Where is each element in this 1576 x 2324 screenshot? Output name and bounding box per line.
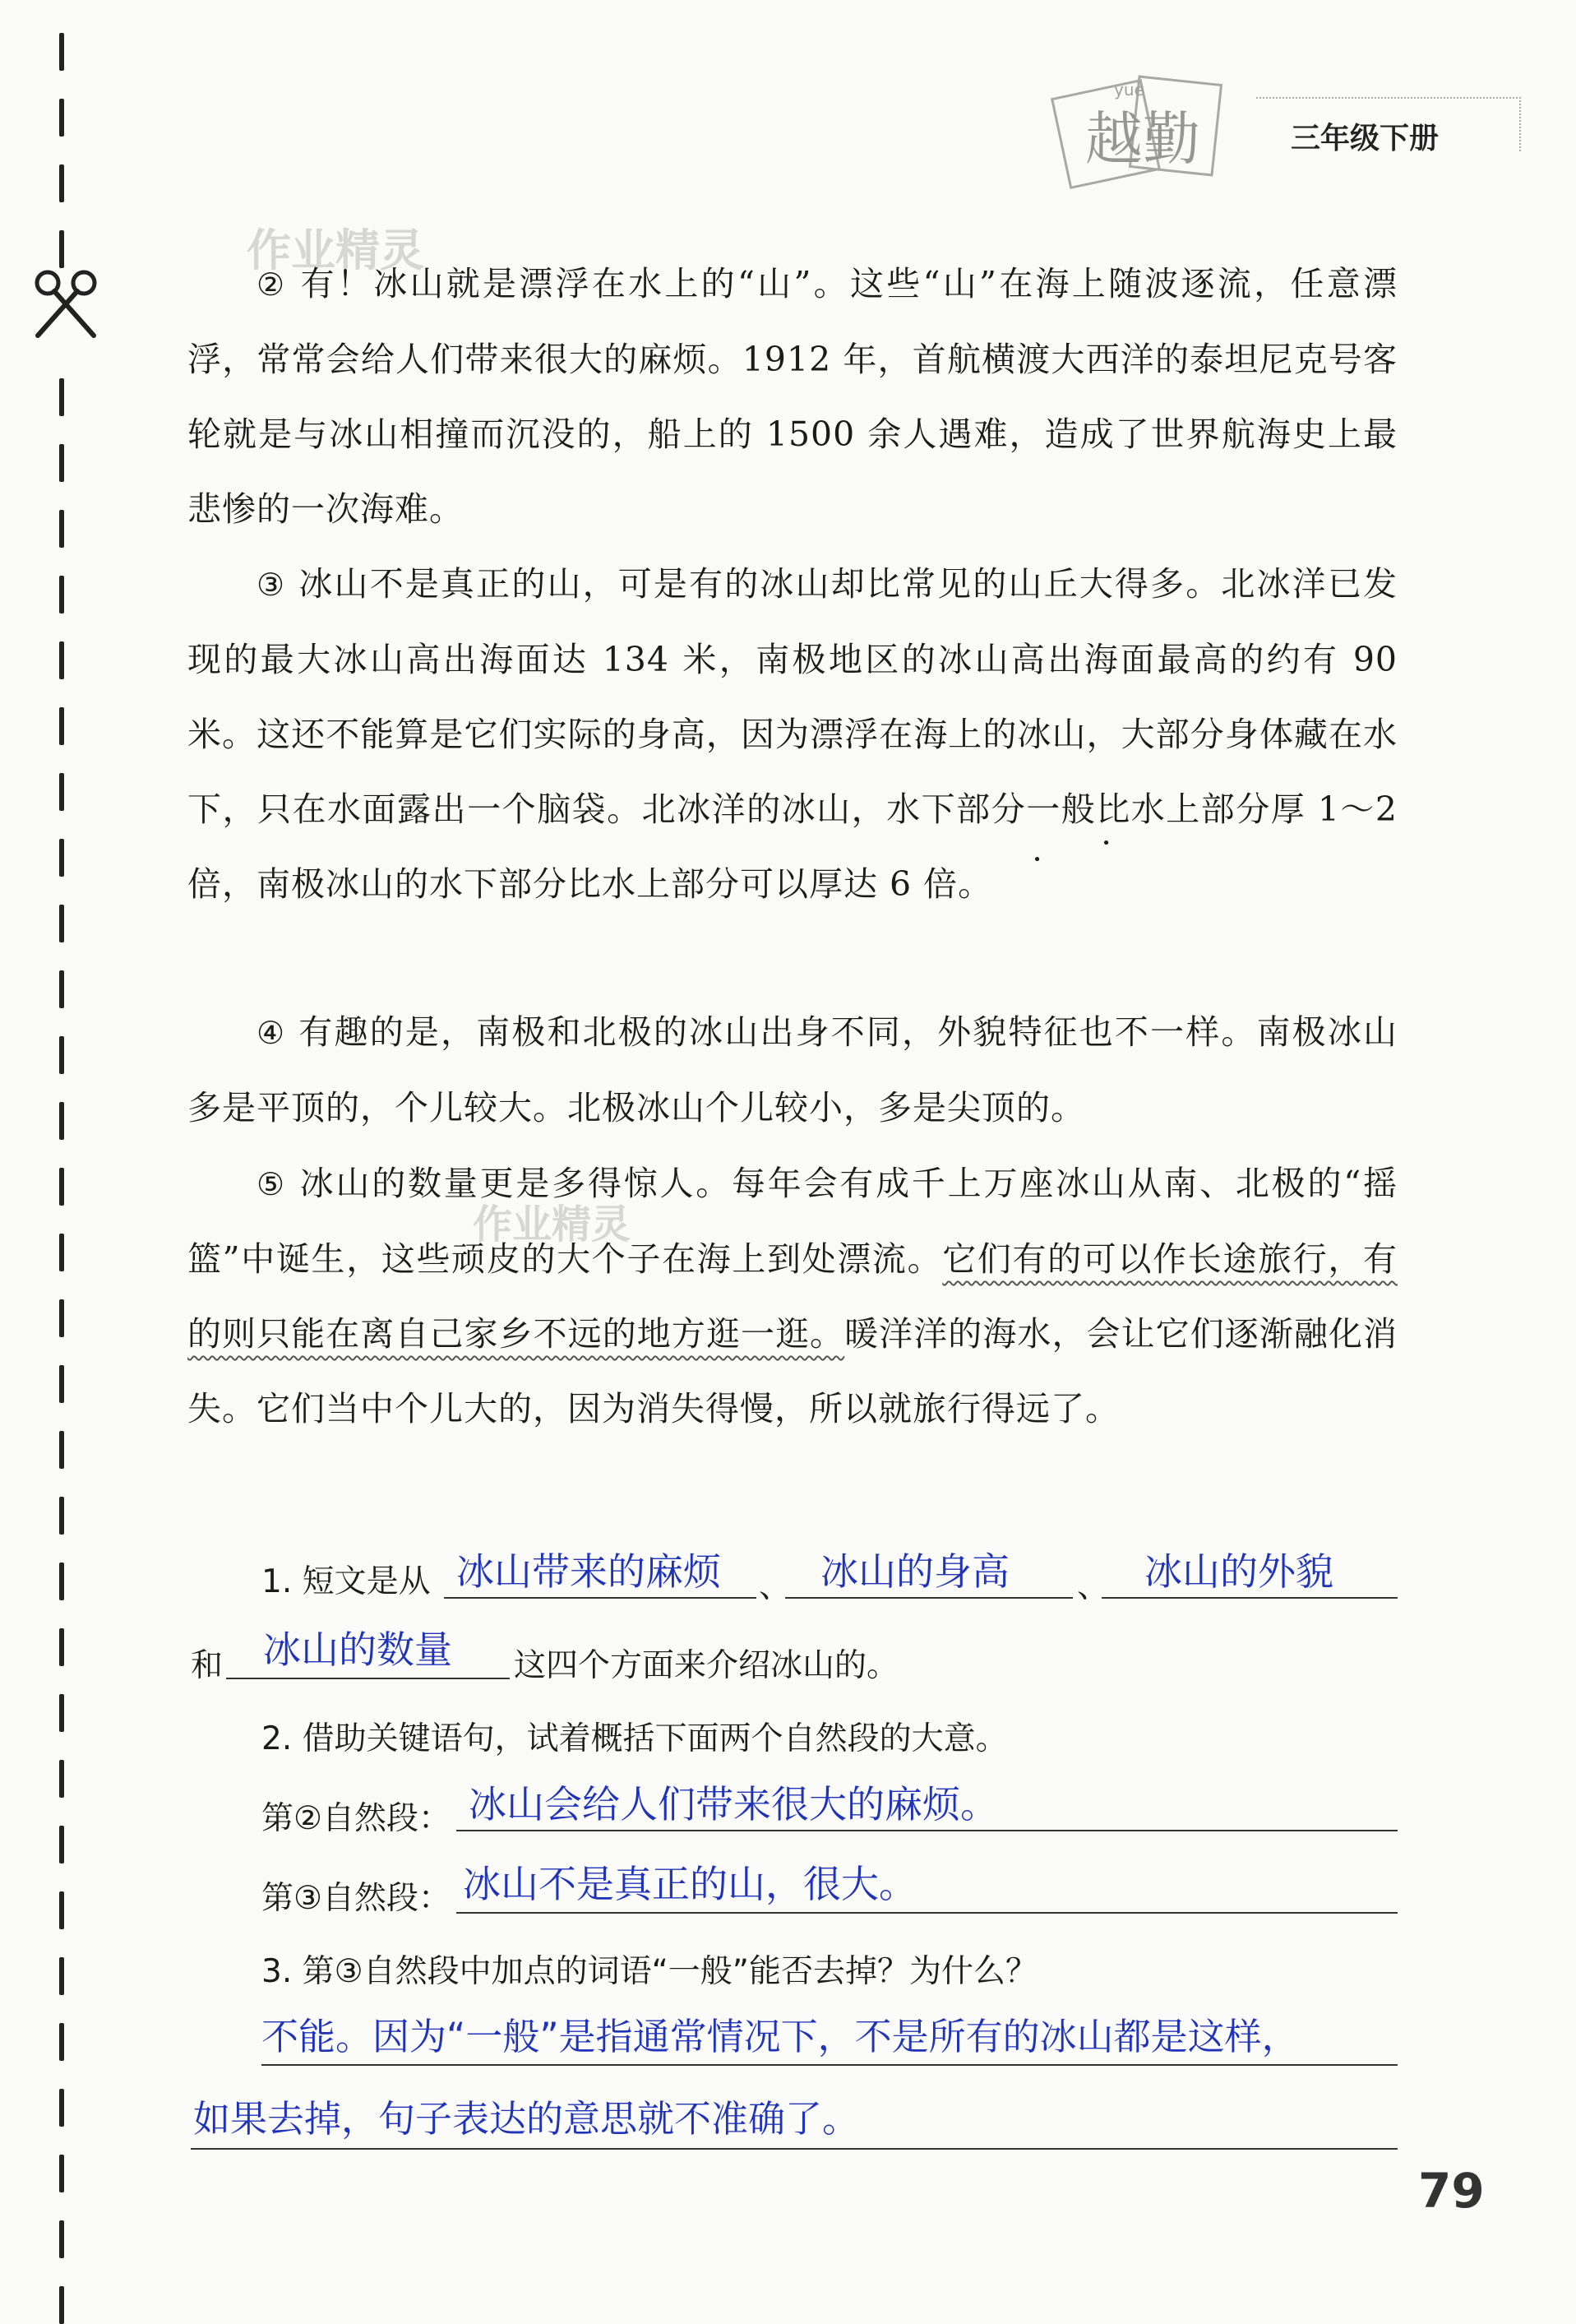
answer-blank[interactable] xyxy=(456,1912,1398,1914)
paragraph-5 xyxy=(187,1146,1398,1447)
dotted-word: 一般 • • xyxy=(1026,789,1096,829)
answer-blank[interactable] xyxy=(785,1597,1073,1599)
question-1-suffix: 这四个方面来介绍冰山的。 xyxy=(514,1647,899,1684)
wavy-underlined-sentence: 它们有的可以作长途旅行，有的则只能在离自己家乡不远的地方逛一逛。 xyxy=(187,1239,1398,1354)
paragraph-2 xyxy=(187,247,1398,547)
answer-1a: 冰山带来的麻烦 xyxy=(456,1549,721,1594)
brand-logo xyxy=(1028,56,1266,204)
answer-blank[interactable] xyxy=(1102,1597,1398,1599)
answer-2a: 冰山会给人们带来很大的麻烦。 xyxy=(469,1782,998,1826)
question-1-prefix: 1. 短文是从 xyxy=(261,1563,431,1600)
paragraph-text: 冰山的数量更是多得惊人。每年会有成千上万座冰山从南、北极的“摇篮”中诞生，这些顽皮的大个子在海上到处漂流。 xyxy=(187,1164,1398,1279)
svg-text:yuè: yuè xyxy=(1114,80,1144,100)
paragraph-text: 冰山不是真正的山，可是有的冰山却比常见的山丘大得多。北冰洋已发现的最大冰山高出海面达 134 米，南极地区的冰山高出海面最高的约有 90 米。这还不能算是它们实际的身高，因为漂浮在海上的冰山，大部分身体藏在水下，只在水面露出一个脑袋。北冰洋的冰山，水下部分 xyxy=(187,564,1398,829)
cut-line xyxy=(59,33,67,2319)
separator: 、 xyxy=(759,1568,792,1605)
question-2: 2. 借助关键语句，试着概括下面两个自然段的大意。 xyxy=(261,1720,1008,1757)
answer-2b: 冰山不是真正的山，很大。 xyxy=(463,1862,917,1906)
answer-blank[interactable] xyxy=(456,1830,1398,1831)
and-label: 和 xyxy=(191,1647,224,1684)
watermark: 作业精灵 xyxy=(473,1201,631,1248)
watermark: 作业精灵 xyxy=(247,225,424,276)
answer-1d: 冰山的数量 xyxy=(263,1627,452,1672)
answer-3-line-1: 不能。因为“一般”是指通常情况下，不是所有的冰山都是这样， xyxy=(261,2015,1299,2058)
answer-line[interactable] xyxy=(261,2064,1398,2066)
page-number: 79 xyxy=(1418,2163,1485,2219)
answer-3-line-2: 如果去掉，句子表达的意思就不准确了。 xyxy=(193,2097,860,2141)
grade-label: 三年级下册 xyxy=(1291,122,1440,155)
separator: 、 xyxy=(1077,1568,1110,1605)
svg-text:越勤: 越勤 xyxy=(1085,105,1200,173)
paragraph-4 xyxy=(187,995,1398,1146)
paragraph-text: 比水上部分厚 1～2 倍，南极冰山的水下部分比水上部分可以厚达 6 倍。 xyxy=(187,789,1398,904)
paragraph-text: 有趣的是，南极和北极的冰山出身不同，外貌特征也不一样。南极冰山多是平顶的，个儿较大。北极冰山个儿较小，多是尖顶的。 xyxy=(187,1012,1398,1127)
label-paragraph-3: 第③自然段： xyxy=(261,1880,451,1917)
paragraph-number: ② xyxy=(257,266,288,303)
answer-blank[interactable] xyxy=(444,1597,756,1599)
paragraph-text: 暖洋洋的海水，会让它们逐渐融化消失。它们当中个儿大的，因为消失得慢，所以就旅行得远了。 xyxy=(187,1314,1398,1428)
answer-1c: 冰山的外貌 xyxy=(1144,1549,1333,1594)
paragraph-text: 有！冰山就是漂浮在水上的“山”。这些“山”在海上随波逐流，任意漂浮，常常会给人们带来很大的麻烦。1912 年，首航横渡大西洋的泰坦尼克号客轮就是与冰山相撞而沉没的，船上的 1500 余人遇难，造成了世界航海史上最悲惨的一次海难。 xyxy=(187,264,1398,529)
paragraph-3 xyxy=(187,547,1398,922)
answer-1b: 冰山的身高 xyxy=(820,1549,1010,1594)
answer-blank[interactable] xyxy=(226,1678,510,1679)
question-3: 3. 第③自然段中加点的词语“一般”能否去掉？为什么？ xyxy=(261,1953,1038,1990)
label-paragraph-2: 第②自然段： xyxy=(261,1800,451,1837)
answer-line[interactable] xyxy=(191,2148,1398,2150)
paragraph-number: ⑤ xyxy=(257,1166,287,1202)
paragraph-number: ④ xyxy=(257,1015,287,1051)
paragraph-number: ③ xyxy=(257,567,287,603)
scissors-icon xyxy=(31,265,102,339)
